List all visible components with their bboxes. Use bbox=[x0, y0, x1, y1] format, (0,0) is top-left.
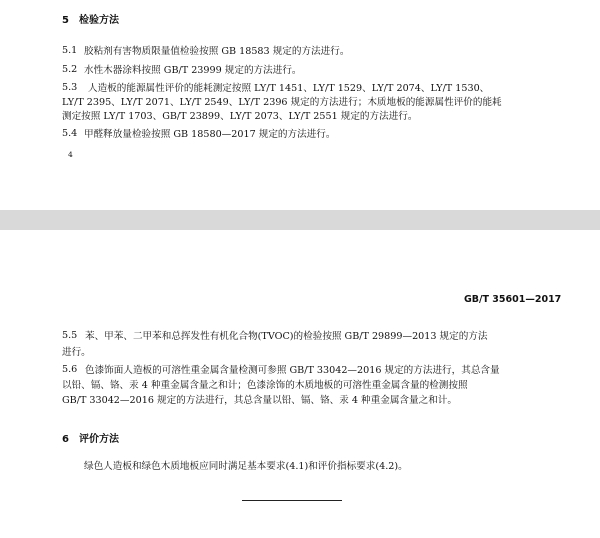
clause-number: 5.3 bbox=[62, 82, 78, 93]
clause-text: 色漆饰面人造板的可溶性重金属含量检测可参照 GB/T 33042—2016 规定的方法进行，其总含量 bbox=[85, 365, 500, 376]
clause-text-continued: GB/T 33042—2016 规定的方法进行，其总含量以铅、镉、铬、汞 4 种重金属含量之和计。 bbox=[62, 395, 457, 406]
page-separator bbox=[0, 210, 600, 230]
section-6-heading: 6 评价方法 bbox=[62, 434, 119, 445]
clause-text: 水性木器涂料按照 GB/T 23999 规定的方法进行。 bbox=[84, 65, 302, 76]
standard-number: GB/T 35601—2017 bbox=[464, 294, 562, 305]
clause-number: 5.4 bbox=[62, 128, 78, 139]
clause-number: 5.6 bbox=[62, 364, 78, 375]
clause-number: 5.5 bbox=[62, 330, 78, 341]
clause-number: 5.1 bbox=[62, 45, 78, 56]
section-5-heading: 5 检验方法 bbox=[62, 15, 119, 26]
clause-text-continued: 测定按照 LY/T 1703、GB/T 23899、LY/T 2073、LY/T 2551 规定的方法进行。 bbox=[62, 111, 418, 122]
clause-text-continued: LY/T 2395、LY/T 2071、LY/T 2549、LY/T 2396 规定的方法进行；木质地板的能源属性评价的能耗 bbox=[62, 97, 502, 108]
document-page-top bbox=[0, 0, 600, 210]
page-number: 4 bbox=[68, 150, 73, 159]
clause-text: 胶粘剂有害物质限量值检验按照 GB 18583 规定的方法进行。 bbox=[84, 46, 350, 57]
clause-text: 人造板的能源属性评价的能耗测定按照 LY/T 1451、LY/T 1529、LY/T 2074、LY/T 1530、 bbox=[88, 83, 490, 94]
end-of-document-rule bbox=[242, 500, 342, 501]
clause-number: 5.2 bbox=[62, 64, 78, 75]
clause-text: 甲醛释放量检验按照 GB 18580—2017 规定的方法进行。 bbox=[84, 129, 336, 140]
clause-text-continued: 进行。 bbox=[62, 347, 91, 358]
document-page-bottom bbox=[0, 230, 600, 538]
clause-text-continued: 以铅、镉、铬、汞 4 种重金属含量之和计；色漆涂饰的木质地板的可溶性重金属含量的检测按照 bbox=[62, 380, 468, 391]
clause-text: 苯、甲苯、二甲苯和总挥发性有机化合物(TVOC)的检验按照 GB/T 29899—2013 规定的方法 bbox=[85, 331, 488, 342]
section-6-text: 绿色人造板和绿色木质地板应同时满足基本要求(4.1)和评价指标要求(4.2)。 bbox=[84, 461, 408, 472]
